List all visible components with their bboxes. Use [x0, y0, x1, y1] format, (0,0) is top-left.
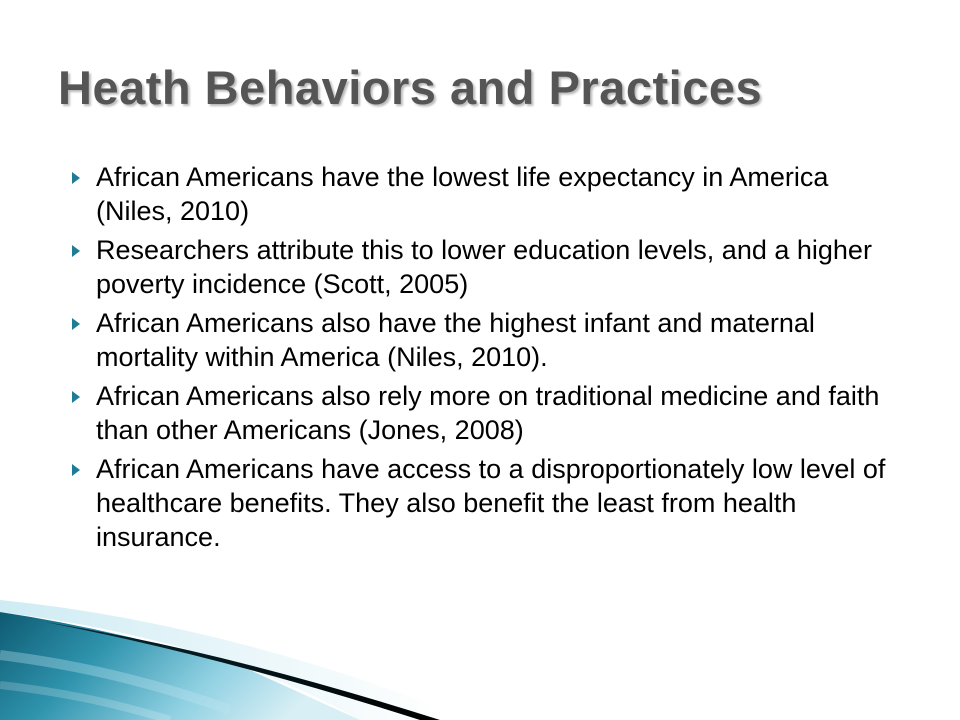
triangle-right-icon [72, 318, 80, 330]
bullet-list [70, 160, 910, 559]
triangle-right-icon [72, 245, 80, 257]
triangle-right-icon [72, 391, 80, 403]
bullet-text: African Americans have access to a disproportionately low level of healthcare benefits. They also benefit the least from health insurance. [96, 454, 886, 552]
slide-title: Heath Behaviors and Practices [58, 61, 763, 114]
bullet-item [70, 160, 910, 228]
bullet-item [70, 233, 910, 301]
bullet-item [70, 452, 910, 554]
bullet-text: African Americans have the lowest life expectancy in America (Niles, 2010) [96, 162, 829, 226]
bullet-item [70, 306, 910, 374]
bullet-text: African Americans also rely more on traditional medicine and faith than other Americans (Jones, 2008) [96, 381, 880, 445]
corner-wave-graphic [0, 560, 560, 720]
bullet-item [70, 379, 910, 447]
triangle-right-icon [72, 172, 80, 184]
bullet-text: Researchers attribute this to lower education levels, and a higher poverty incidence (Scott, 2005) [96, 235, 872, 299]
bullet-text: African Americans also have the highest infant and maternal mortality within America (Niles, 2010). [96, 308, 815, 372]
triangle-right-icon [72, 464, 80, 476]
